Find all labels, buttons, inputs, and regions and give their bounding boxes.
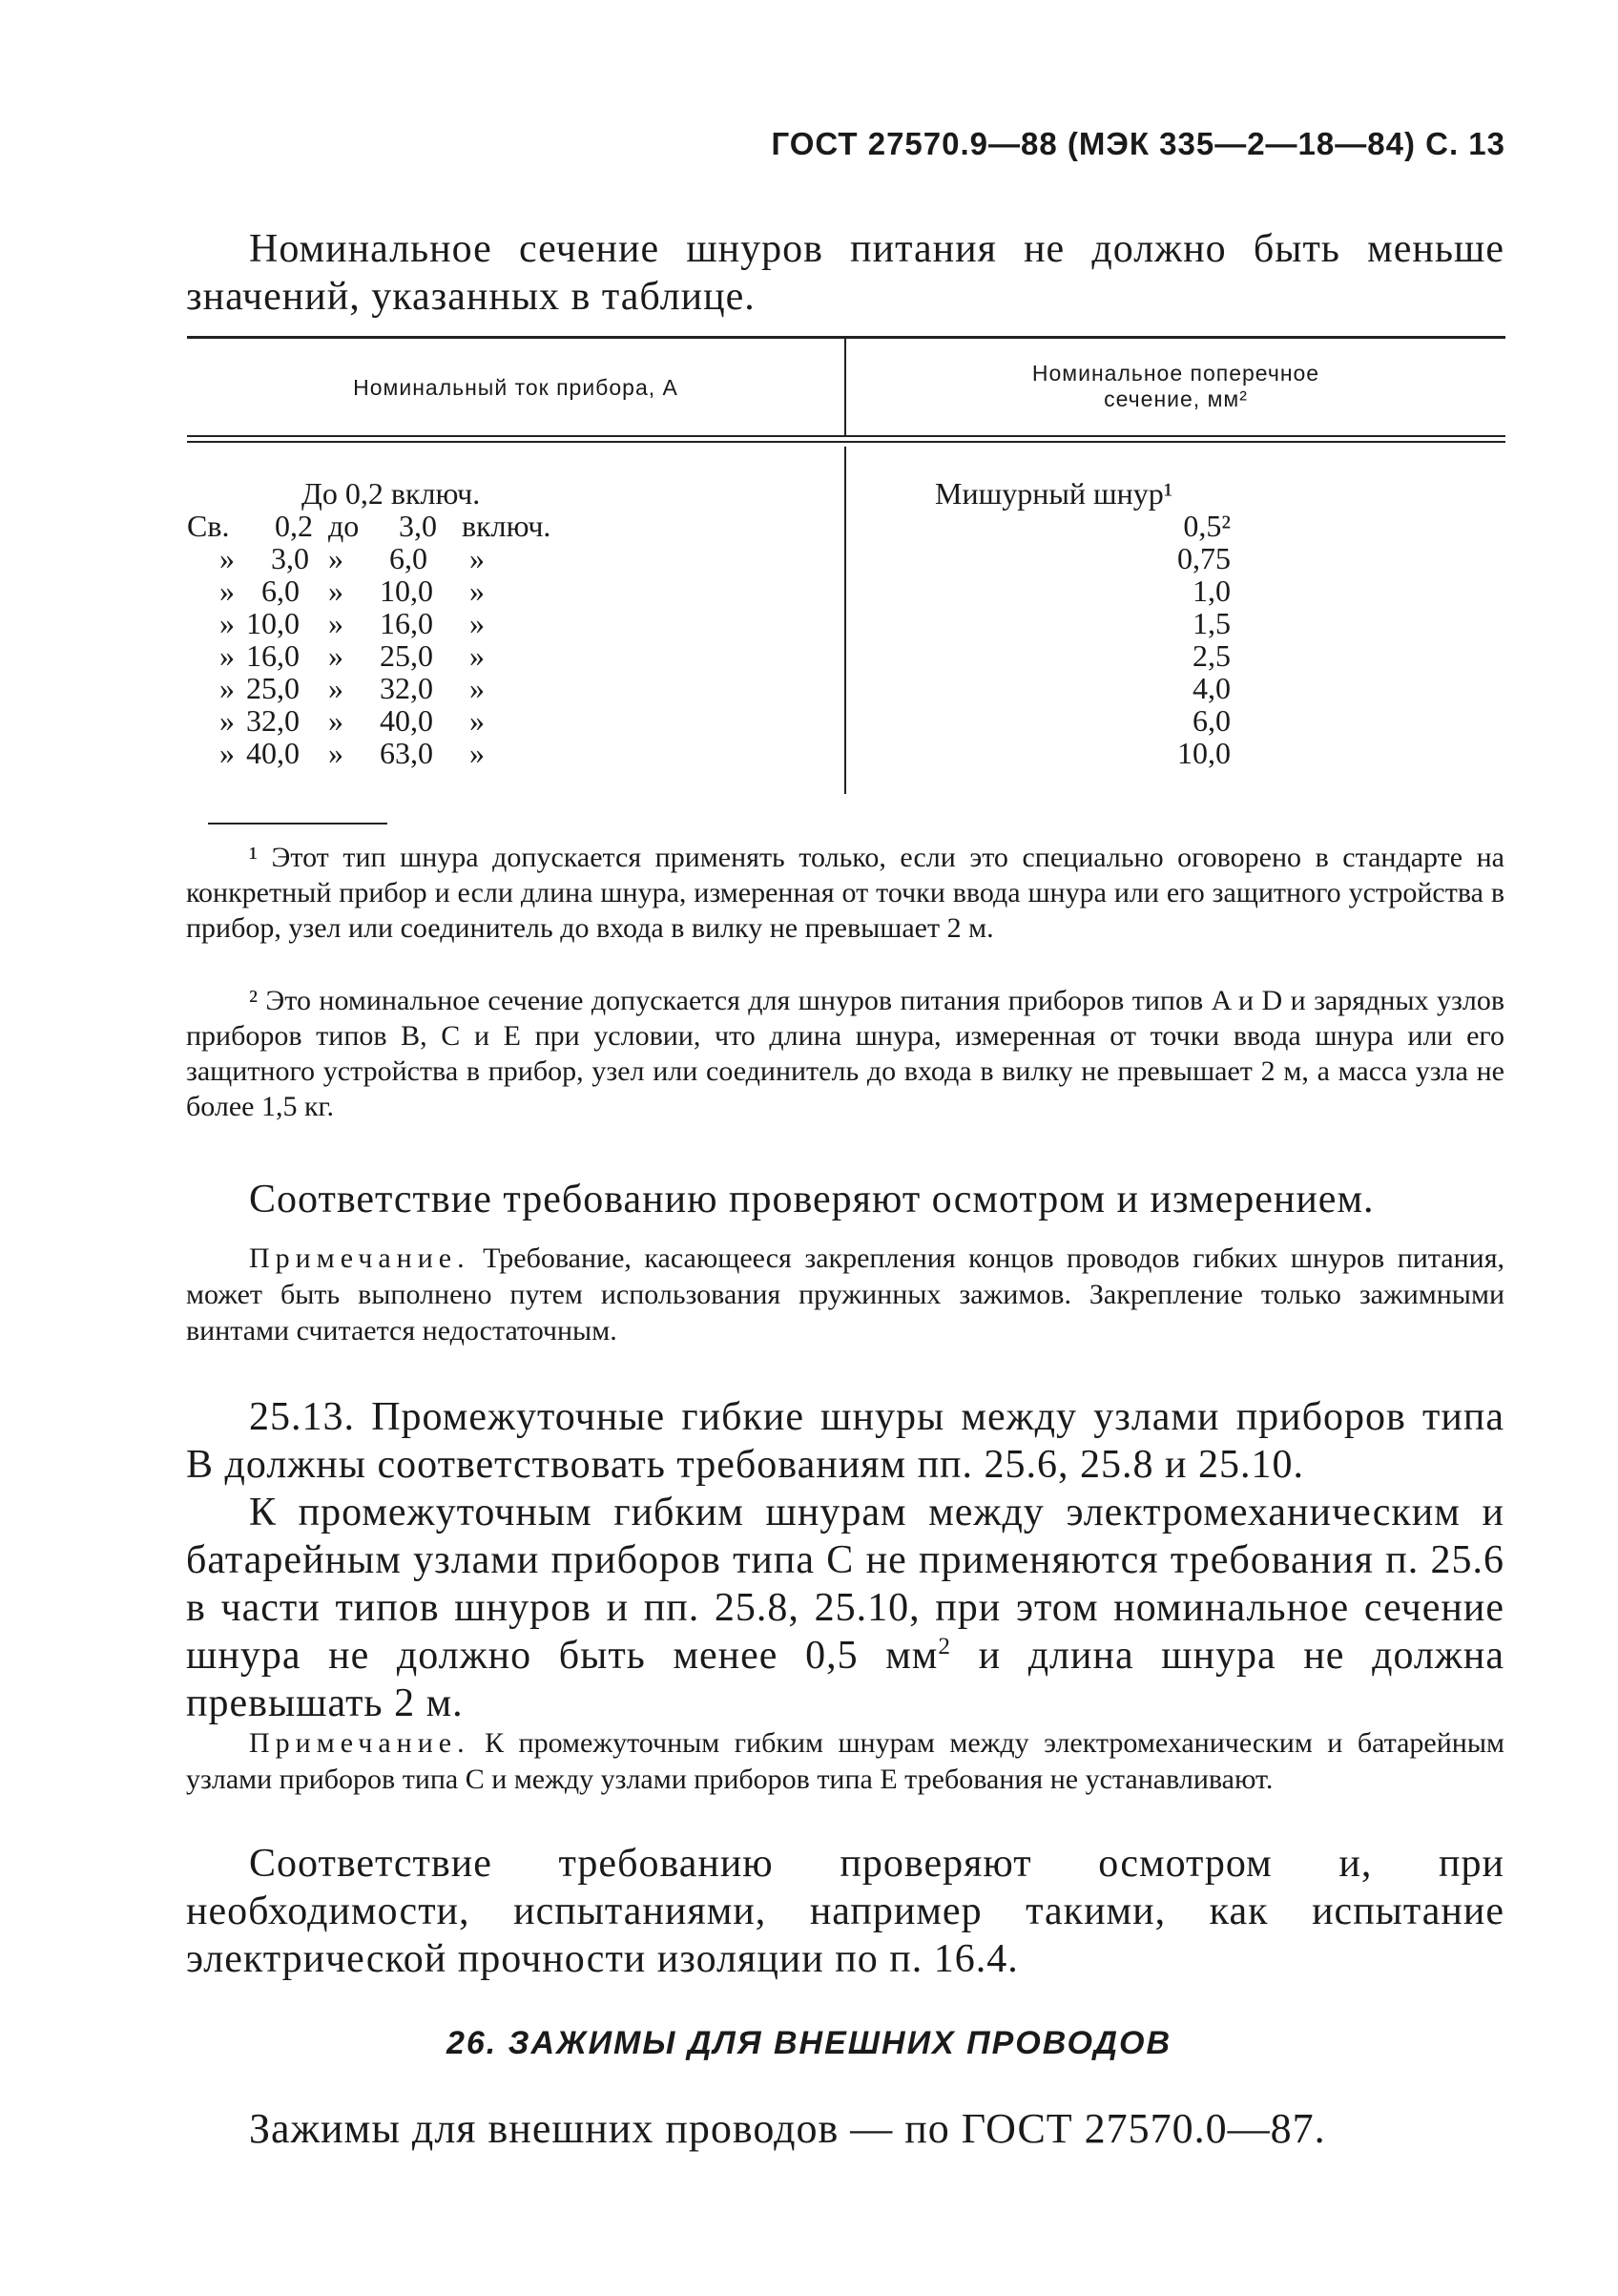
- current-prefix: »: [219, 638, 235, 673]
- current-prefix: Св.: [187, 509, 230, 543]
- current-sep: »: [328, 638, 343, 673]
- section-value: Мишурный шнур¹: [935, 476, 1173, 511]
- current-to: 25,0: [380, 638, 433, 673]
- current-suffix: »: [469, 671, 485, 705]
- current-suffix: »: [469, 574, 485, 608]
- current-suffix: »: [469, 638, 485, 673]
- current-prefix: »: [219, 574, 235, 608]
- clause-text-part2: и длина шнура не должна превышать 2 м.: [186, 1634, 1504, 1725]
- section-value: 1,0: [1193, 574, 1231, 608]
- table-top-rule: [187, 336, 1505, 339]
- note-2-label: Примечание.: [249, 1727, 470, 1759]
- intro-paragraph: Номинальное сечение шнуров питания не должно быть меньше значений, указанных в таблице.: [186, 227, 1504, 319]
- current-sep: »: [328, 736, 343, 770]
- table-row: [187, 639, 569, 672]
- current-sep: »: [328, 541, 343, 575]
- current-to: 16,0: [380, 606, 433, 640]
- note-1-label: Примечание.: [249, 1242, 470, 1274]
- current-suffix: »: [469, 703, 485, 738]
- current-from: 25,0: [246, 671, 300, 705]
- current-to: 10,0: [380, 574, 433, 608]
- note-1: [186, 1241, 1504, 1349]
- table-col2-header-line1: Номинальное поперечное: [1031, 361, 1320, 386]
- current-from: 40,0: [246, 736, 300, 770]
- current-range: До 0,2 включ.: [301, 476, 481, 511]
- clause-text-part1: К промежуточным гибким шнурам между электромеханическим и батарейным узлами приборов типа C не применяются требования п. 25.6 в части типов шнуров и пп. 25.8, 25.10, при этом номинальное сечение шнура не должно быть менее 0,5 мм: [186, 1491, 1504, 1678]
- current-prefix: »: [219, 606, 235, 640]
- section-value: 1,5: [1193, 606, 1231, 640]
- current-from: 6,0: [261, 574, 300, 608]
- current-to: 40,0: [380, 703, 433, 738]
- current-suffix: »: [469, 736, 485, 770]
- current-from: 10,0: [246, 606, 300, 640]
- current-sep: »: [328, 703, 343, 738]
- current-suffix: включ.: [462, 509, 551, 543]
- current-suffix: »: [469, 541, 485, 575]
- current-from: 16,0: [246, 638, 300, 673]
- table-row: [187, 477, 569, 510]
- page-header: ГОСТ 27570.9—88 (МЭК 335—2—18—84) С. 13: [771, 126, 1505, 161]
- current-to: 3,0: [399, 509, 437, 543]
- current-sep: »: [328, 671, 343, 705]
- table-col2-header: [846, 361, 1505, 412]
- current-from: 0,2: [275, 509, 313, 543]
- section-column: [935, 477, 1307, 769]
- section-value: 0,75: [1177, 541, 1231, 575]
- current-to: 63,0: [380, 736, 433, 770]
- current-from: 32,0: [246, 703, 300, 738]
- table-row: [187, 510, 569, 542]
- current-column: [187, 477, 569, 769]
- current-to: 6,0: [389, 541, 427, 575]
- clause-25-13-intermediate: [186, 1489, 1504, 1727]
- current-prefix: »: [219, 671, 235, 705]
- table-header-rule-2: [187, 441, 1505, 443]
- footnote-1: ¹ Этот тип шнура допускается применять только, если это специально оговорено в стандарте на конкретный прибор и если длина шнура, измеренная от точки ввода шнура или его защитного устройства в прибор, узел или соединитель до входа в вилку не превышает 2 м.: [186, 842, 1504, 944]
- footnote-separator: [208, 823, 387, 824]
- note-2: [186, 1725, 1504, 1798]
- table-row: [187, 704, 569, 737]
- note-1-text: Требование, касающееся закрепления концов проводов гибких шнуров питания, может быть выполнено путем использования пружинных зажимов. Закрепление только зажимными винтами считается недостаточным.: [186, 1242, 1504, 1346]
- check-paragraph-1: Соответствие требованию проверяют осмотром и измерением.: [249, 1178, 1375, 1221]
- current-prefix: »: [219, 541, 235, 575]
- current-from: 3,0: [271, 541, 309, 575]
- current-sep: до: [328, 509, 360, 543]
- section-value: 4,0: [1193, 671, 1231, 705]
- section-value: 2,5: [1193, 638, 1231, 673]
- superscript: 2: [938, 1634, 951, 1659]
- table-header-rule-1: [187, 435, 1505, 437]
- current-sep: »: [328, 606, 343, 640]
- footnote-2: ² Это номинальное сечение допускается для шнуров питания приборов типов A и D и зарядных узлов приборов типов B, C и E при условии, что длина шнура, измеренная от точки ввода шнура или его защитного устройства в прибор, узел или соединитель до входа в вилку не превышает 2 м, а масса узла не более 1,5 кг.: [186, 985, 1504, 1122]
- current-prefix: »: [219, 703, 235, 738]
- table-col2-header-line2: сечение, мм²: [1104, 386, 1248, 411]
- section-26-text: Зажимы для внешних проводов — по ГОСТ 27570.0—87.: [249, 2105, 1326, 2152]
- section-value: 0,5²: [1183, 509, 1231, 543]
- table-body-divider: [844, 447, 846, 794]
- table-row: [187, 672, 569, 704]
- current-to: 32,0: [380, 671, 433, 705]
- table-row: [187, 574, 569, 607]
- current-prefix: »: [219, 736, 235, 770]
- table-row: [187, 542, 569, 574]
- section-value: 10,0: [1177, 736, 1231, 770]
- current-sep: »: [328, 574, 343, 608]
- section-26-title: 26. ЗАЖИМЫ ДЛЯ ВНЕШНИХ ПРОВОДОВ: [446, 2025, 1172, 2061]
- table-row: [187, 737, 569, 769]
- clause-25-13: 25.13. Промежуточные гибкие шнуры между узлами приборов типа B должны соответствовать требованиям пп. 25.6, 25.8 и 25.10.: [186, 1395, 1504, 1487]
- check-paragraph-2: Соответствие требованию проверяют осмотром и, при необходимости, испытаниями, например такими, как испытание электрической прочности изоляции по п. 16.4.: [186, 1842, 1504, 1981]
- note-2-text: К промежуточным гибким шнурам между электромеханическим и батарейным узлами приборов типа C и между узлами приборов типа E требования не устанавливают.: [186, 1727, 1504, 1795]
- table-row: [187, 607, 569, 639]
- section-value: 6,0: [1193, 703, 1231, 738]
- current-suffix: »: [469, 606, 485, 640]
- table-col1-header: Номинальный ток прибора, А: [353, 375, 678, 400]
